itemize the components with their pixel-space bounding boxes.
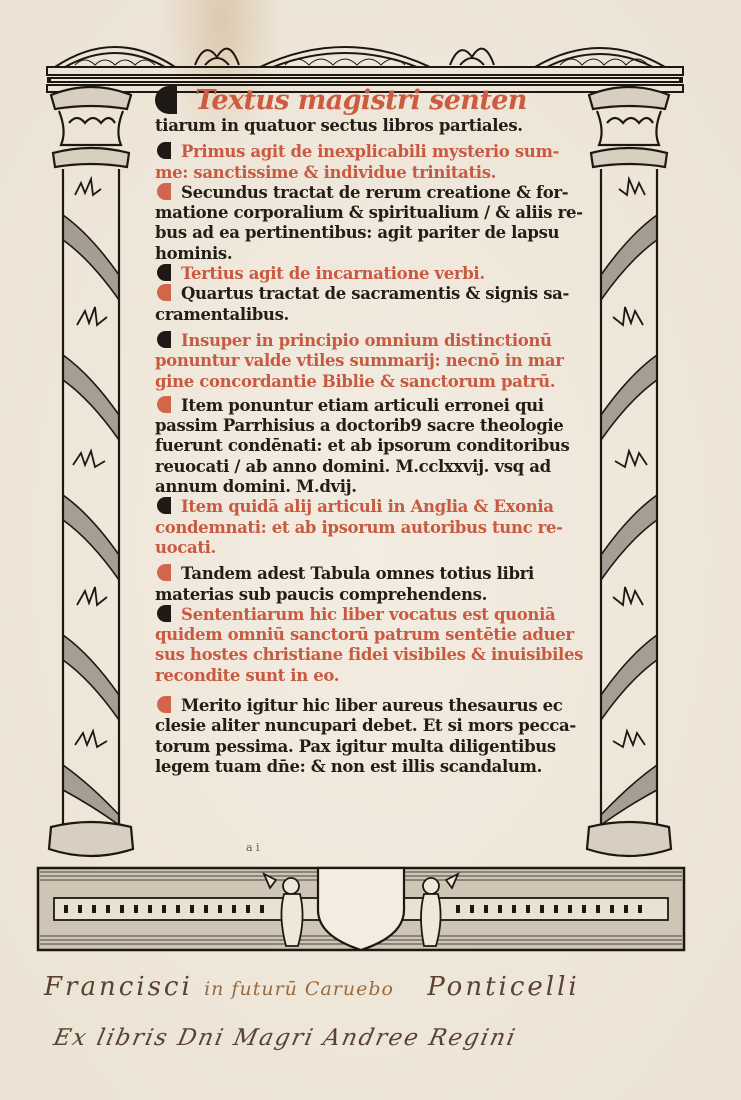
left-twisted-column bbox=[47, 85, 135, 863]
paragraph-secundus: Secundus tractat de rerum creatione & for- matione corporalium & spiritualium / & aliis re- bus ad ea pertinentibus: agit pariter de lapsu hominis. bbox=[155, 182, 583, 263]
pilcrow-icon bbox=[155, 183, 177, 201]
pilcrow-icon bbox=[155, 142, 177, 160]
bottom-ornamental-border bbox=[36, 866, 686, 952]
paragraph-item-anglia: Item quidā alij articuli in Anglia & Exonia condemnati: et ab ipsorum autoribus tunc re- uocati. bbox=[155, 497, 563, 557]
paragraph-merito: Merito igitur hic liber aureus thesaurus ec clesie aliter nuncupari debet. Et si mors pecca- torum pessima. Pax igitur multa diligentibus legem tuam dn̄e: & non est illis scandalum. bbox=[155, 696, 576, 776]
paragraph-tertius: Tertius agit de incarnatione verbi. bbox=[155, 264, 577, 284]
pilcrow-icon bbox=[155, 605, 177, 623]
title-text-block bbox=[155, 85, 584, 777]
pilcrow-icon bbox=[155, 396, 177, 414]
paragraph-primus: Primus agit de inexplicabili mysterio sum- me: sanctissime & individue trinitatis. bbox=[155, 142, 560, 182]
paragraph-tandem: Tandem adest Tabula omnes totius libri materias sub paucis comprehendens. bbox=[155, 564, 534, 604]
pilcrow-icon bbox=[155, 696, 177, 714]
pilcrow-icon bbox=[155, 497, 177, 515]
paragraph-insuper: Insuper in principio omnium distinctionū ponuntur valde vtiles summarij: necnō in mar gine concordantie Biblie & sanctorum patrū. bbox=[155, 330, 564, 391]
manuscript-inscription-line-1: Francisci in futurū Caruebo Ponticelli bbox=[44, 972, 580, 1002]
pilcrow-icon bbox=[155, 264, 177, 282]
paragraph-sententiarum: Sententiarum hic liber vocatus est quoniā quidem omniū sanctorū patrum sentētie aduer sus hostes christiane fidei visibiles & inuisibiles recondite sunt in eo. bbox=[155, 604, 584, 685]
paragraph-item-parrhisius: Item ponuntur etiam articuli erronei qui passim Parrhisius a doctorib9 sacre theologie fuerunt condēnati: et ab ipsorum conditoribus reuocati / ab anno domini. M.cclxxvij. vsq ad annum domini. M.dvij. bbox=[155, 395, 570, 497]
right-twisted-column bbox=[585, 85, 673, 863]
pilcrow-icon bbox=[155, 86, 189, 114]
pilcrow-icon bbox=[155, 284, 177, 302]
pilcrow-icon bbox=[155, 564, 177, 582]
signature-mark: a i bbox=[246, 841, 260, 854]
pilcrow-icon bbox=[155, 331, 177, 349]
manuscript-inscription-line-2: Ex libris Dni Magri Andree Regini bbox=[51, 1025, 520, 1051]
title: Textus magistri senten tiarum in quatuor sectus libros partiales. bbox=[155, 85, 527, 135]
paragraph-quartus: Quartus tractat de sacramentis & signis sa- cramentalibus. bbox=[155, 284, 570, 324]
